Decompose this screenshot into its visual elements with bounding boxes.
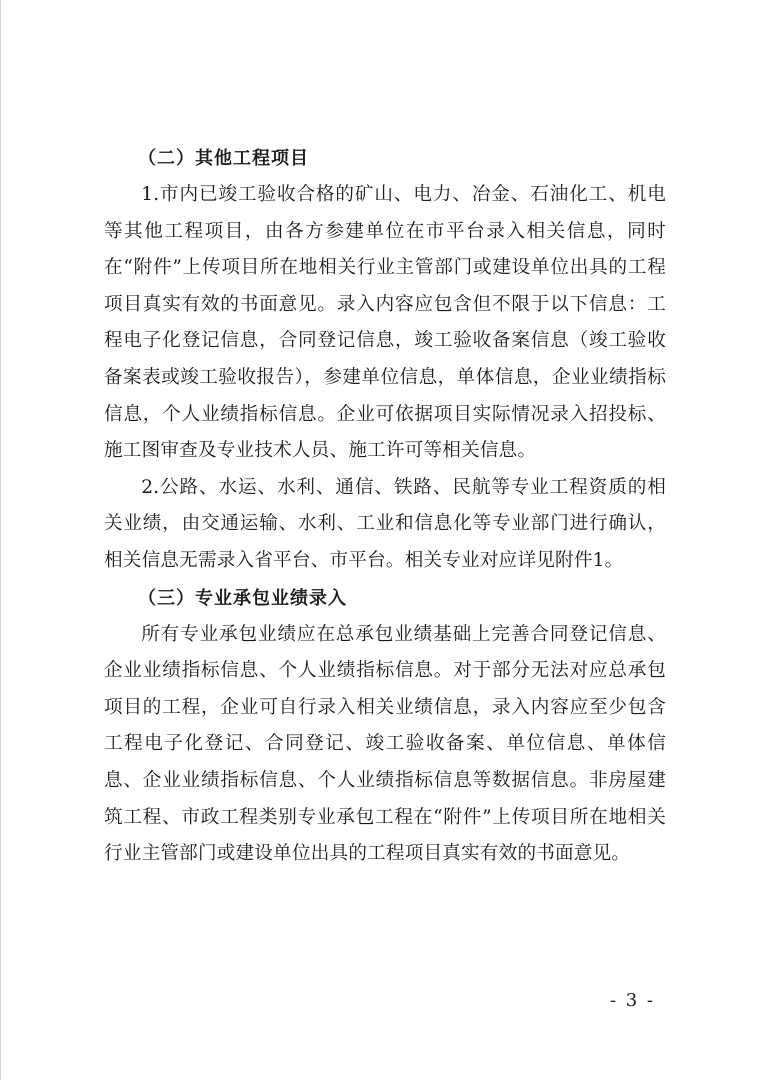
document-body xyxy=(104,140,666,873)
paragraph-other-projects-1: 1.市内已竣工验收合格的矿山、电力、冶金、石油化工、机电等其他工程项目，由各方参建单位在市平台录入相关信息，同时在“附件”上传项目所在地相关行业主管部门或建设单位出具的工程项目真实有效的书面意见。录入内容应包含但不限于以下信息：工程电子化登记信息，合同登记信息，竣工验收备案信息（竣工验收备案表或竣工验收报告），参建单位信息，单体信息，企业业绩指标信息，个人业绩指标信息。企业可依据项目实际情况录入招投标、施工图审查及专业技术人员、施工许可等相关信息。 xyxy=(104,184,666,462)
page-number: - 3 - xyxy=(609,990,655,1011)
section-heading-specialty-contracting: （三）专业承包业绩录入 xyxy=(138,587,347,609)
paragraph-specialty-contracting-1: 所有专业承包业绩应在总承包业绩基础上完善合同登记信息、企业业绩指标信息、个人业绩指标信息。对于部分无法对应总承包项目的工程，企业可自行录入相关业绩信息，录入内容应至少包含工程电子化登记、合同登记、竣工验收备案、单位信息、单体信息、企业业绩指标信息、个人业绩指标信息等数据信息。非房屋建筑工程、市政工程类别专业承包工程在“附件”上传项目所在地相关行业主管部门或建设单位出具的工程项目真实有效的书面意见。 xyxy=(104,623,666,865)
paragraph-other-projects-2: 2.公路、水运、水利、通信、铁路、民航等专业工程资质的相关业绩，由交通运输、水利、工业和信息化等专业部门进行确认，相关信息无需录入省平台、市平台。相关专业对应详见附件1。 xyxy=(104,476,666,571)
section-heading-other-projects: （二）其他工程项目 xyxy=(138,148,309,169)
